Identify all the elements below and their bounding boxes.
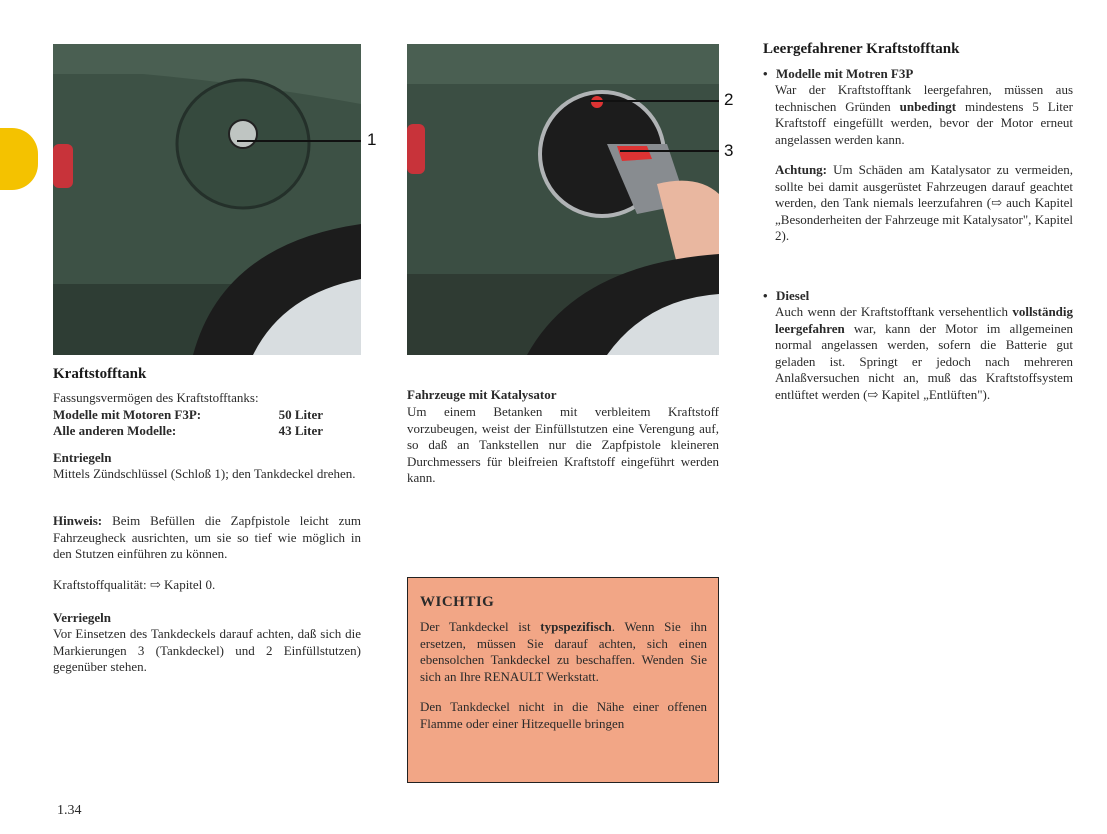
fuel-cap-illustration — [53, 44, 361, 355]
hint-paragraph — [53, 513, 361, 563]
capacity-value-other: 43 Liter — [278, 423, 323, 438]
f3p-text-a: War der Kraftstofftank leergefahren, müssen aus technischen Gründen — [775, 82, 1073, 114]
diesel-text-a: Auch wenn der Kraftstofftank versehentlich — [775, 304, 1008, 319]
section-heading-kraftstofftank: Kraftstofftank — [53, 366, 147, 382]
bullet-icon: • — [763, 66, 768, 81]
arrow-ref-icon: ⇨ — [867, 386, 879, 402]
caution-label: Achtung: — [775, 162, 828, 177]
capacity-row-other — [53, 423, 323, 440]
warning-text-1b: . Wenn Sie ihn ersetzen, müssen Sie darauf achten, sich einen ebensolchen Tankdeckel zu beschaffen. Wenden Sie sich an Ihre RENAULT Werkstatt. — [420, 619, 707, 684]
bullet-icon: • — [763, 288, 768, 303]
f3p-heading-text: Modelle mit Motren F3P — [776, 66, 914, 81]
caution-text-b: auch Kapitel „Besonderheiten der Fahrzeuge mit Katalysator", Kapitel 2). — [775, 195, 1074, 243]
callout-label-2: 2 — [724, 90, 734, 109]
fuel-nozzle-photo — [407, 44, 719, 355]
lock-text: Vor Einsetzen des Tankdeckels darauf achten, daß sich die Markierungen 3 (Tankdeckel) und 2 Einfüllstutzen) gegenüber stehen. — [53, 626, 361, 674]
arrow-ref-icon: ⇨ — [149, 577, 161, 592]
f3p-text — [763, 82, 1073, 148]
f3p-heading — [763, 66, 913, 83]
warning-text-2: Den Tankdeckel nicht in die Nähe einer offenen Flamme oder einer Hitzequelle bringen — [420, 699, 707, 731]
callout-label-1: 1 — [367, 130, 377, 149]
capacity-intro — [53, 390, 323, 440]
lock-heading: Verriegeln — [53, 610, 111, 625]
callout-line-3 — [620, 150, 719, 152]
hint-label: Hinweis: — [53, 513, 103, 528]
capacity-row-f3p — [53, 407, 323, 424]
fuel-quality-label: Kraftstoffqualität: — [53, 577, 147, 592]
callout-line-1 — [237, 140, 361, 142]
diesel-text — [763, 304, 1073, 403]
hint-text: Beim Befüllen die Zapfpistole leicht zum Fahrzeugheck ausrichten, um sie so tief wie möglich in den Stutzen einführen zu können. — [53, 513, 361, 561]
fuel-quality — [53, 577, 215, 594]
arrow-ref-icon: ⇨ — [991, 195, 1002, 210]
caution-paragraph — [763, 162, 1073, 245]
empty-tank-heading: Leergefahrener Kraftstofftank — [763, 41, 960, 57]
capacity-value-f3p: 50 Liter — [278, 406, 323, 422]
f3p-text-b: mindestens 5 Liter Kraftstoff eingefüllt werden, bevor der Motor erneut angelassen werden kann. — [775, 98, 1074, 147]
unlock-heading: Entriegeln — [53, 450, 112, 465]
fuel-quality-ref: Kapitel 0. — [164, 577, 216, 592]
warning-text-1a: Der Tankdeckel ist — [420, 619, 531, 634]
catalyst-heading: Fahrzeuge mit Katalysator — [407, 387, 557, 402]
callout-label-3: 3 — [724, 141, 734, 160]
page-number: 1.34 — [57, 803, 82, 818]
fuel-nozzle-illustration — [407, 44, 719, 355]
warning-text-1 — [420, 619, 707, 685]
diesel-heading — [763, 288, 809, 305]
unlock-text: Mittels Zündschlüssel (Schloß 1); den Tankdeckel drehen. — [53, 466, 356, 481]
f3p-text-bold: unbedingt — [899, 98, 957, 114]
diesel-heading-text: Diesel — [776, 288, 810, 303]
callout-line-2 — [590, 100, 719, 102]
diesel-text-bold: vollständig leergefahren — [775, 304, 1074, 336]
capacity-intro-text: Fassungsvermögen des Kraftstofftanks: — [53, 390, 259, 405]
diesel-text-b: war, kann der Motor im allgemeinen normal angelassen werden, sofern die Batterie gut geladen ist. Springt er jedoch nach mehreren Anlaßversuchen nicht an, muß das Kraftstoffsystem entlüftet werden ( — [775, 320, 1073, 402]
catalyst-text: Um einem Betanken mit verbleitem Kraftstoff vorzubeugen, weist der Einfüllstutzen eine Verengung auf, so daß an Tankstellen nur die Zapfpistole kleineren Durchmessers für bleifreien Kraftstoff eingeführt werden kann. — [407, 404, 719, 485]
chapter-tab — [0, 128, 38, 190]
capacity-label-other: Alle anderen Modelle: — [53, 423, 177, 438]
diesel-text-c: Kapitel „Entlüften"). — [881, 386, 991, 402]
warning-box — [407, 577, 719, 783]
warning-text-1-bold: typspezifisch — [540, 619, 612, 634]
capacity-label-f3p: Modelle mit Motoren F3P: — [53, 406, 202, 422]
warning-title: WICHTIG — [420, 594, 495, 610]
fuel-cap-photo — [53, 44, 361, 355]
caution-text-a: Um Schäden am Katalysator zu vermeiden, sollte bei damit ausgerüstet Fahrzeugen darauf geachtet werden, den Tank niemals leerzufahren ( — [775, 162, 1073, 210]
